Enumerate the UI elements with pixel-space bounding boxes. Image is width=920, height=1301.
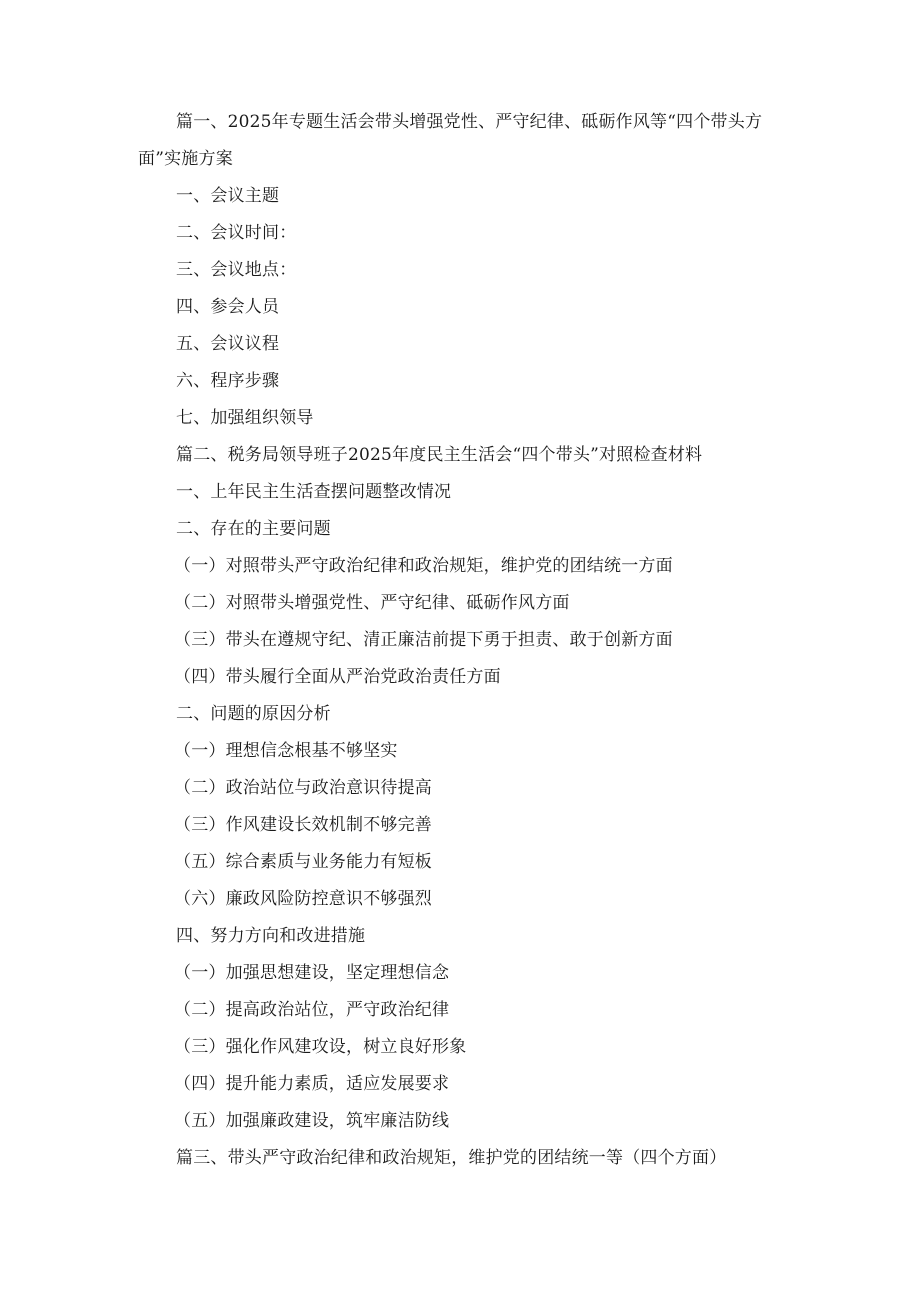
- outline-subline: （一）理想信念根基不够坚实: [174, 741, 398, 761]
- section-heading: 篇三、带头严守政治纪律和政治规矩，维护党的团结统一等（四个方面）: [176, 1148, 727, 1168]
- document-title: 篇一、2025年专题生活会带头增强党性、严守纪律、砥砺作风等“四个带头方面”实施方案: [138, 112, 763, 169]
- outline-subline: （二）对照带头增强党性、严守纪律、砥砺作风方面: [174, 593, 570, 613]
- outline-list: [0, 178, 920, 1177]
- outline-line: 五、会议议程: [176, 334, 280, 354]
- outline-line: 二、问题的原因分析: [176, 704, 331, 724]
- outline-subline: （一）加强思想建设，坚定理想信念: [174, 963, 450, 983]
- outline-subline: （四）提升能力素质，适应发展要求: [174, 1074, 450, 1094]
- outline-line: 四、参会人员: [176, 297, 280, 317]
- outline-subline: （三）强化作风建攻设，树立良好形象: [174, 1037, 467, 1057]
- outline-line: 四、努力方向和改进措施: [176, 926, 366, 946]
- outline-subline: （二）政治站位与政治意识待提高: [174, 778, 432, 798]
- outline-subline: （三）带头在遵规守纪、清正廉洁前提下勇于担责、敢于创新方面: [174, 630, 673, 650]
- outline-line: 七、加强组织领导: [176, 408, 314, 428]
- outline-subline: （二）提高政治站位，严守政治纪律: [174, 1000, 450, 1020]
- section-heading: 篇二、税务局领导班子2025年度民主生活会“四个带头”对照检查材料: [176, 445, 703, 465]
- outline-line: 二、会议时间：: [176, 223, 297, 243]
- outline-subline: （五）综合素质与业务能力有短板: [174, 852, 432, 872]
- outline-subline: （五）加强廉政建设，筑牢廉洁防线: [174, 1111, 450, 1131]
- outline-subline: （六）廉政风险防控意识不够强烈: [174, 889, 432, 909]
- outline-line: 六、程序步骤: [176, 371, 280, 391]
- outline-line: 三、会议地点：: [176, 260, 297, 280]
- outline-line: 一、会议主题: [176, 186, 280, 206]
- outline-subline: （三）作风建设长效机制不够完善: [174, 815, 432, 835]
- outline-line: 一、上年民主生活查摆问题整改情况: [176, 482, 452, 502]
- outline-subline: （一）对照带头严守政治纪律和政治规矩，维护党的团结统一方面: [174, 556, 673, 576]
- outline-line: 二、存在的主要问题: [176, 519, 331, 539]
- outline-subline: （四）带头履行全面从严治党政治责任方面: [174, 667, 501, 687]
